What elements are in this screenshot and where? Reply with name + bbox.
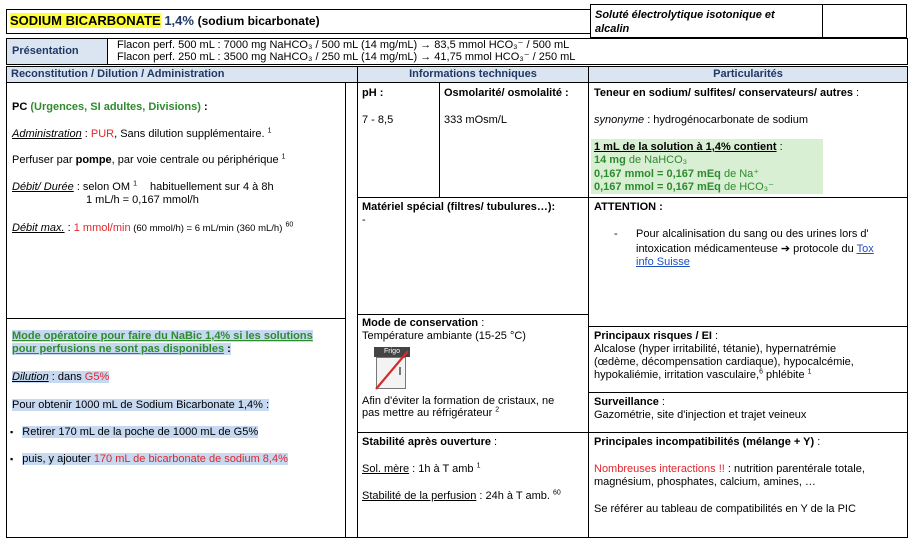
dilution-text: : dans: [48, 371, 85, 383]
mode-title-line-2: pour perfusions ne sont pas disponibles: [12, 343, 225, 355]
right-divider-1: [588, 197, 908, 198]
ph-colon: :: [376, 87, 384, 99]
tox-info-link[interactable]: Tox: [856, 243, 874, 255]
contient-na-rest: de Na⁺: [720, 168, 760, 180]
sol-mere-label: Sol. mère: [362, 463, 410, 475]
administration-ref: 1: [267, 127, 272, 135]
osmolarity-value: 333 mOsm/L: [444, 114, 507, 126]
dilution-solvent: G5%: [84, 371, 110, 383]
materiel-label: Matériel spécial (filtres/ tubulures…): [362, 201, 552, 213]
contient-mg: 14 mg: [594, 154, 626, 166]
mode-title-colon: :: [224, 343, 231, 355]
conservation-cell: [362, 317, 586, 429]
section-header-particularites: Particularités: [589, 67, 907, 82]
presentation-row: [6, 38, 908, 65]
right-divider-4: [588, 432, 908, 433]
stab-perf-value: : 24h à T amb.: [476, 490, 550, 502]
materiel-cell: [362, 201, 586, 311]
debit-max-label: Débit max.: [12, 222, 65, 234]
surveillance-colon: :: [658, 396, 665, 408]
incompat-label: Principales incompatibilités (mélange + Y): [594, 436, 815, 448]
col-divider-right: [588, 83, 589, 538]
risques-line-1: Alcalose (hyper irritabilité, tétanie), hypernatrémie: [594, 343, 837, 355]
surveillance-value: Gazométrie, site d'injection et trajet veineux: [594, 409, 807, 421]
conservation-label: Mode de conservation: [362, 317, 479, 329]
category-side-box: [822, 4, 907, 38]
materiel-value: -: [362, 214, 366, 226]
administration-label: Administration: [12, 128, 82, 140]
category-line-2: alcalin: [595, 23, 630, 35]
debit-ref: 1: [133, 180, 137, 188]
mode-title-line-1: Mode opératoire pour faire du NaBic 1,4% si les solutions: [12, 330, 313, 342]
stabilite-label: Stabilité après ouverture: [362, 436, 491, 448]
category-line-1: Soluté électrolytique isotonique et: [595, 9, 775, 21]
attention-dash: -: [614, 228, 618, 240]
mid-divider-3: [357, 432, 588, 433]
col-divider-left: [345, 83, 346, 538]
surveillance-cell: [594, 396, 904, 430]
attention-colon: :: [656, 201, 663, 213]
contient-na: 0,167 mmol = 0,167 mEq: [594, 168, 721, 180]
title-bar: [6, 9, 590, 34]
step-2-value: 170 mL de bicarbonate de sodium 8,4%: [93, 453, 288, 465]
pc-label: PC: [12, 101, 28, 113]
perfuse-pump: pompe: [75, 154, 112, 166]
perfuse-prefix: Perfuser par: [12, 154, 76, 166]
perfuse-ref: 1: [281, 153, 286, 161]
attention-cell: [594, 201, 904, 323]
sol-mere-value: : 1h à T amb: [409, 463, 474, 475]
left-divider: [6, 318, 345, 319]
ph-label: pH: [362, 87, 377, 99]
risques-cell: [594, 330, 904, 390]
right-divider-2: [588, 326, 908, 327]
stabilite-cell: [362, 436, 586, 536]
stabilite-colon: :: [491, 436, 498, 448]
sol-mere-ref: 1: [476, 462, 481, 470]
contient-colon: :: [776, 141, 783, 153]
presentation-500ml: Flacon perf. 500 mL : 7000 mg NaHCO₃ / 500 mL (14 mg/mL) → 83,5 mmol HCO₃⁻ / 500 mL: [117, 39, 570, 51]
osmolarity-cell: [444, 87, 586, 195]
section-header-technique: Informations techniques: [358, 67, 589, 82]
synonyme-value: : hydrogénocarbonate de sodium: [644, 114, 809, 126]
contient-hco3-rest: de HCO₃⁻: [720, 181, 774, 193]
teneur-label: Teneur en sodium/ sulfites/ conservateurs/ autres: [594, 87, 853, 99]
teneur-cell: [594, 87, 904, 195]
ph-value: 7 - 8,5: [362, 114, 394, 126]
drug-name: SODIUM BICARBONATE: [10, 13, 161, 28]
contient-hco3: 0,167 mmol = 0,167 mEq: [594, 181, 721, 193]
conservation-value: Température ambiante (15-25 °C): [362, 330, 526, 342]
stab-perf-label: Stabilité de la perfusion: [362, 490, 477, 502]
incompat-line-2: magnésium, phosphates, calcium, amines, …: [594, 476, 816, 488]
presentation-250ml: Flacon perf. 250 mL : 3500 mg NaHCO₃ / 250 mL (14 mg/mL) → 41,75 mmol HCO₃⁻ / 250 mL: [117, 51, 576, 63]
mid-divider-1: [357, 197, 588, 198]
incompat-warning: Nombreuses interactions !!: [594, 463, 725, 475]
synonyme-label: synonyme: [594, 114, 645, 126]
drug-concentration: 1,4%: [164, 13, 194, 28]
incompat-colon: :: [814, 436, 821, 448]
contient-mg-rest: de NaHCO₃: [625, 154, 688, 166]
conservation-ref: 2: [495, 406, 500, 414]
debit-usual: habituellement sur 4 à 8h: [150, 181, 274, 193]
debit-max-value: 1 mmol/min: [73, 222, 131, 234]
ph-osmo-divider: [439, 83, 440, 197]
perfuse-route: , par voie centrale ou périphérique: [111, 154, 279, 166]
administration-value: , Sans dilution supplémentaire.: [114, 128, 265, 140]
step-2-bullet: ▪: [10, 454, 14, 464]
osmolarity-colon: :: [561, 87, 569, 99]
mid-divider-2: [357, 314, 588, 315]
administration-pur: PUR: [90, 128, 115, 140]
section-header-row: [6, 66, 908, 83]
presentation-label: Présentation: [7, 39, 108, 64]
risques-phlebite: phlébite: [762, 369, 805, 381]
step-1-text: Retirer 170 mL de la poche de 1000 mL de G5%: [22, 426, 259, 438]
materiel-colon: :: [551, 201, 556, 213]
conservation-note-1: Afin d'éviter la formation de cristaux, ne: [362, 395, 555, 407]
mode-operatoire-section: [12, 329, 342, 529]
debit-label: Débit/ Durée: [12, 181, 74, 193]
ph-cell: [362, 87, 437, 195]
category-box: [590, 4, 823, 38]
risques-colon: :: [712, 330, 719, 342]
debit-max-ref: 60: [285, 221, 294, 229]
surveillance-label: Surveillance: [594, 396, 659, 408]
teneur-colon: :: [853, 87, 860, 99]
risques-ref-1: 1: [807, 368, 812, 376]
step-1-bullet: ▪: [10, 427, 14, 437]
frigo-label: Frigo: [374, 347, 410, 357]
debit-equivalence: 1 mL/h = 0,167 mmol/h: [86, 194, 199, 206]
administration-section: PC (Urgences, SI adultes, Divisions) : Administration : PUR, Sans dilution supplémentaire. $^1$ Perfuser par pompe, par voie centrale ou périphérique $^1$ Débit/ Durée : selon OM $^1$ habituellement sur 4 à 8h 1 mL/h = 0,167 mmol/h Débit max. : 1 mmol/min (60 mmol/h) = 6 mL/min (360 mL/h) $^{60}$: [12, 101, 294, 234]
incompat-cell: [594, 436, 904, 536]
attention-line-2: intoxication médicamenteuse ➔ protocole du: [636, 243, 857, 255]
attention-line-1: Pour alcalinisation du sang ou des urines lors d': [636, 228, 869, 240]
obtain-instruction: Pour obtenir 1000 mL de Sodium Bicarbonate 1,4% :: [12, 399, 270, 411]
pc-contexts: (Urgences, SI adultes, Divisions): [30, 101, 201, 113]
stab-perf-ref: 60: [553, 489, 561, 497]
incompat-line-3: Se référer au tableau de compatibilités en Y de la PIC: [594, 503, 856, 515]
conservation-note-2: pas mettre au réfrigérateur: [362, 407, 493, 419]
pc-colon: :: [200, 101, 208, 113]
right-divider-3: [588, 392, 908, 393]
conservation-colon: :: [478, 317, 485, 329]
osmolarity-label: Osmolarité/ osmolalité: [444, 87, 562, 99]
section-header-administration: Reconstitution / Dilution / Administration: [7, 67, 358, 82]
debit-value: : selon OM: [73, 181, 131, 193]
debit-max-colon: :: [64, 222, 74, 234]
debit-max-rest: (60 mmol/h) = 6 mL/min (360 mL/h): [130, 223, 283, 234]
tox-info-link-2[interactable]: info Suisse: [636, 256, 690, 268]
contient-label: 1 mL de la solution à 1,4% contient: [594, 141, 777, 153]
dilution-label: Dilution: [12, 371, 49, 383]
risques-label: Principaux risques / EI: [594, 330, 712, 342]
step-2-prefix: puis, y ajouter: [22, 453, 94, 465]
risques-line-2: (œdème, décompensation cardiaque), hypocalcémie,: [594, 356, 854, 368]
risques-line-3: hypokaliémie, irritation vasculaire,: [594, 369, 760, 381]
drug-generic-name: (sodium bicarbonate): [197, 14, 320, 28]
col-divider-left2: [357, 83, 358, 538]
attention-label: ATTENTION: [594, 201, 657, 213]
incompat-line-1: : nutrition parentérale totale,: [724, 463, 865, 475]
risques-ref-6: 6: [759, 368, 763, 376]
no-fridge-icon: [374, 347, 410, 391]
